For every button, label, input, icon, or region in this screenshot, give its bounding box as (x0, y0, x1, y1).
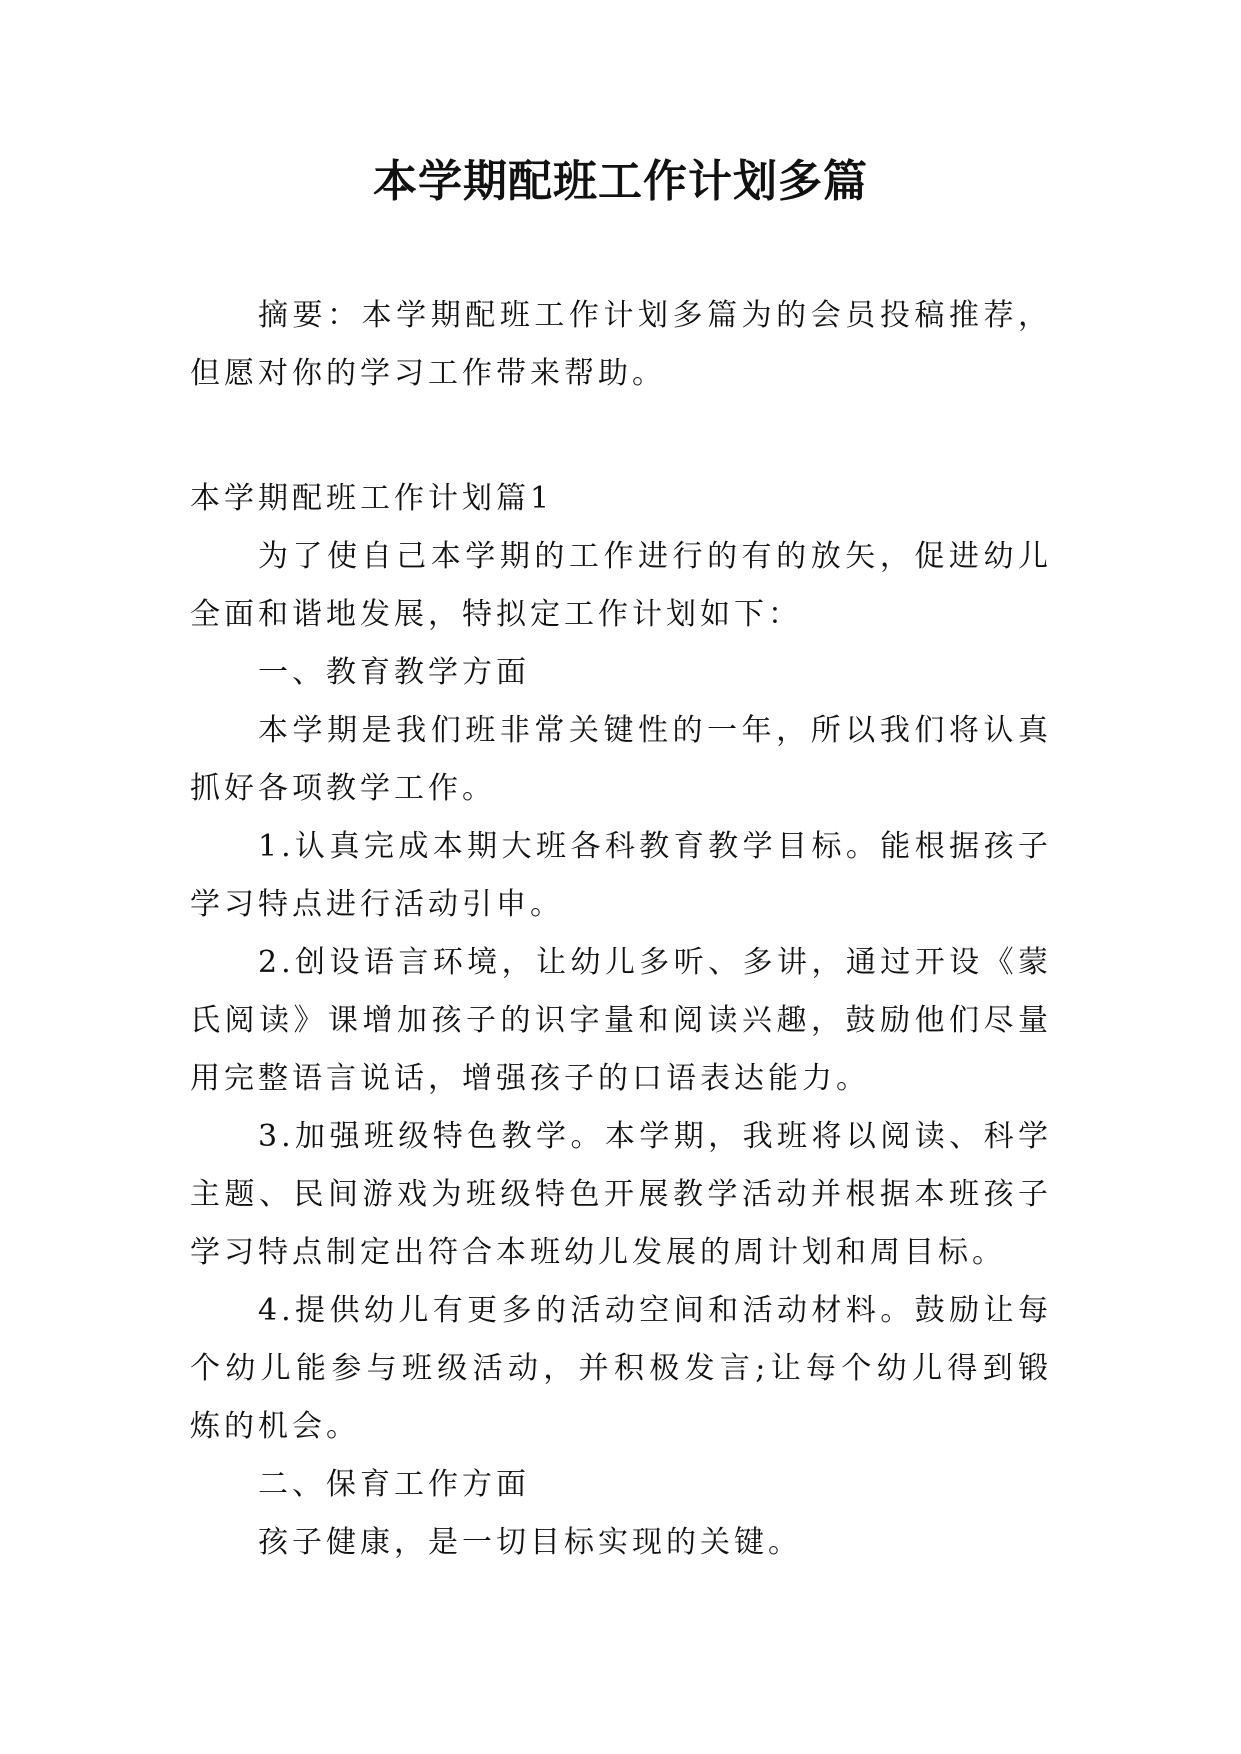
article-body (190, 470, 1052, 1572)
document-title: 本学期配班工作计划多篇 (373, 156, 868, 207)
list-item: 4.提供幼儿有更多的活动空间和活动材料。鼓励让每个幼儿能参与班级活动，并积极发言;让每个幼儿得到锻炼的机会。 (190, 1293, 1052, 1444)
body-paragraph: 为了使自己本学期的工作进行的有的放矢，促进幼儿全面和谐地发展，特拟定工作计划如下： (190, 539, 1052, 632)
body-paragraph: 本学期是我们班非常关键性的一年，所以我们将认真抓好各项教学工作。 (190, 713, 1052, 806)
abstract-paragraph: 摘要：本学期配班工作计划多篇为的会员投稿推荐，但愿对你的学习工作带来帮助。 (190, 298, 1052, 391)
list-item: 1.认真完成本期大班各科教育教学目标。能根据孩子学习特点进行活动引申。 (190, 829, 1052, 922)
body-paragraph: 孩子健康，是一切目标实现的关键。 (258, 1525, 802, 1560)
article-heading: 本学期配班工作计划篇1 (190, 481, 554, 516)
section-heading: 二、保育工作方面 (258, 1467, 530, 1502)
list-item: 3.加强班级特色教学。本学期，我班将以阅读、科学主题、民间游戏为班级特色开展教学活动并根据本班孩子学习特点制定出符合本班幼儿发展的周计划和周目标。 (190, 1119, 1052, 1270)
section-heading: 一、教育教学方面 (258, 655, 530, 690)
list-item: 2.创设语言环境，让幼儿多听、多讲，通过开设《蒙氏阅读》课增加孩子的识字量和阅读兴趣，鼓励他们尽量用完整语言说话，增强孩子的口语表达能力。 (190, 945, 1052, 1096)
